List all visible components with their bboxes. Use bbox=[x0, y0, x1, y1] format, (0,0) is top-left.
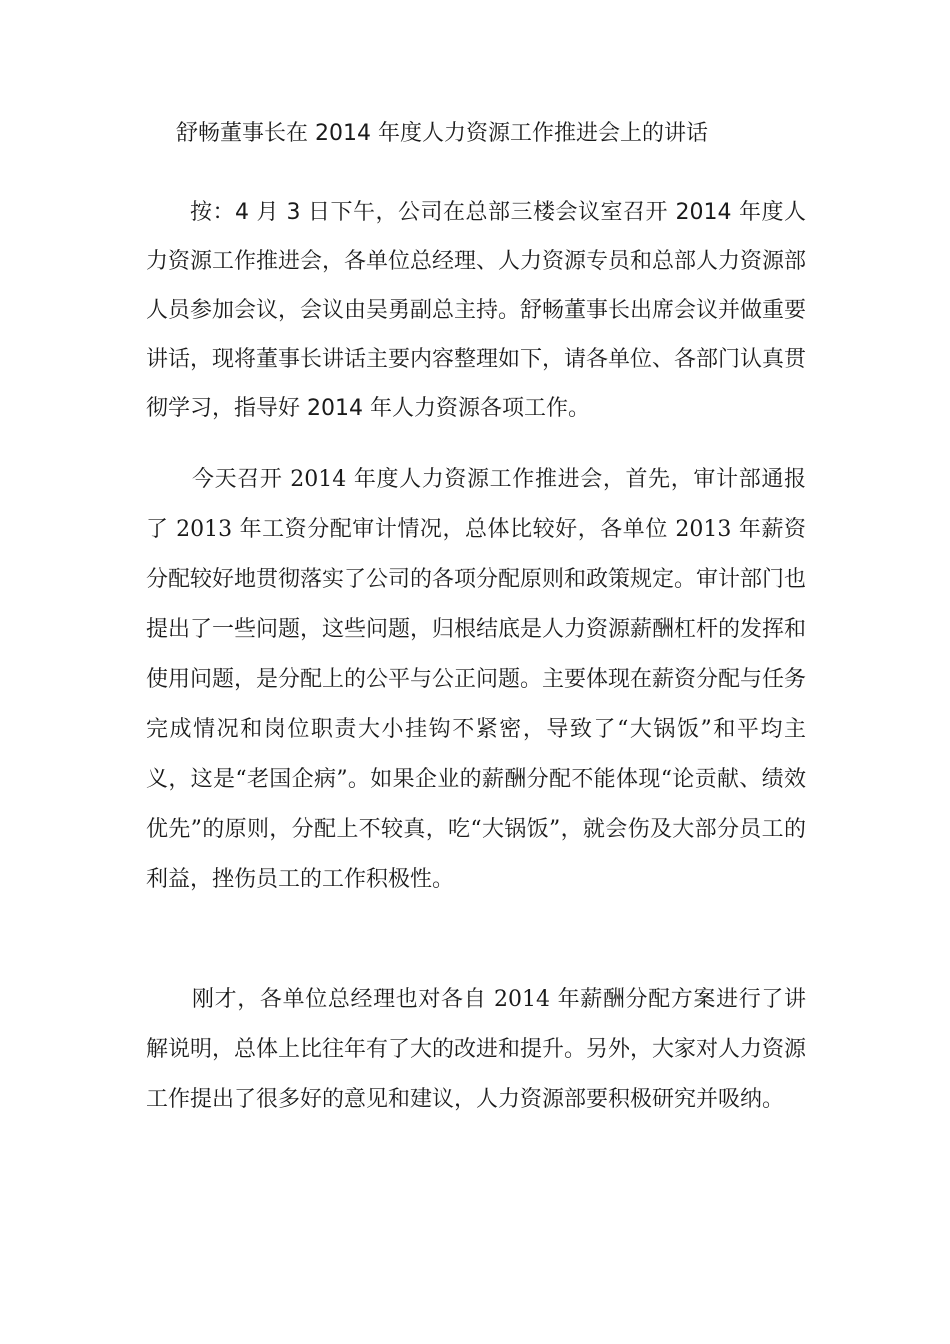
body-paragraph-1: 今天召开 2014 年度人力资源工作推进会，首先，审计部通报了 2013 年工资分配审计情况，总体比较好，各单位 2013 年薪资分配较好地贯彻落实了公司的各项分配原则和政策规定。审计部门也提出了一些问题，这些问题，归根结底是人力资源薪酬杠杆的发挥和使用问题，是分配上的公平与公正问题。主要体现在薪资分配与任务完成情况和岗位职责大小挂钩不紧密，导致了“大锅饭”和平均主义，这是“老国企病”。如果企业的薪酬分配不能体现“论贡献、绩效优先”的原则，分配上不较真，吃“大锅饭”，就会伤及大部分员工的利益，挫伤员工的工作积极性。 bbox=[146, 467, 807, 892]
body-paragraph-2: 刚才，各单位总经理也对各自 2014 年薪酬分配方案进行了讲解说明，总体上比往年有了大的改进和提升。另外，大家对人力资源工作提出了很多好的意见和建议，人力资源部要积极研究并吸纳。 bbox=[146, 987, 807, 1112]
document-title: 舒畅董事长在 2014 年度人力资源工作推进会上的讲话 bbox=[176, 121, 708, 146]
editor-note: 按：4 月 3 日下午，公司在总部三楼会议室召开 2014 年度人力资源工作推进会，各单位总经理、人力资源专员和总部人力资源部人员参加会议，会议由吴勇副总主持。舒畅董事长出席会议并做重要讲话，现将董事长讲话主要内容整理如下，请各单位、各部门认真贯彻学习，指导好 2014 年人力资源各项工作。 bbox=[146, 200, 807, 421]
